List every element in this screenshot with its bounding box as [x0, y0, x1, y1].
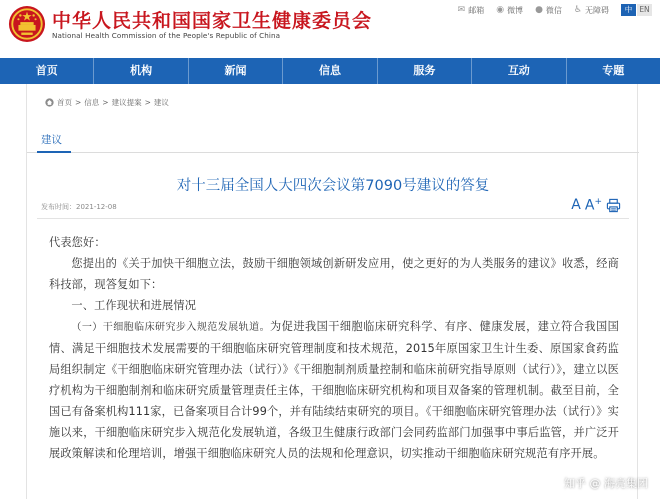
nav-item-home[interactable]: 首页 — [0, 58, 94, 84]
language-switch — [621, 4, 652, 16]
lang-en-button[interactable]: EN — [637, 4, 652, 16]
mail-link[interactable] — [458, 5, 485, 16]
accessibility-label: 无障碍 — [585, 5, 609, 15]
site-header — [0, 0, 660, 58]
section-tab-underline — [37, 151, 71, 153]
breadcrumb-separator: > — [144, 98, 151, 107]
font-size-increase-button[interactable] — [585, 197, 602, 214]
wechat-link[interactable] — [535, 5, 562, 16]
header-links — [458, 4, 652, 16]
accessibility-icon: ♿ — [573, 5, 582, 15]
home-icon — [45, 98, 54, 107]
section-tab[interactable]: 建议 — [41, 134, 62, 146]
nav-item-service[interactable]: 服务 — [378, 58, 472, 84]
weibo-icon: ◉ — [496, 5, 505, 15]
plus-icon: + — [594, 197, 602, 207]
publish-date: 发布时间：2021-12-08 — [41, 203, 117, 211]
nav-item-organization[interactable]: 机构 — [94, 58, 188, 84]
article-body — [49, 232, 619, 464]
wechat-label: 微信 — [545, 5, 562, 15]
breadcrumb-separator: > — [102, 98, 109, 107]
print-icon[interactable] — [606, 198, 621, 213]
section-divider — [27, 152, 639, 153]
salutation: 代表您好： — [49, 236, 106, 249]
lang-zh-button[interactable]: 中 — [621, 4, 636, 16]
source-watermark: 知乎 @ 海亮集团 — [564, 477, 648, 490]
paragraph: 您提出的《关于加快干细胞立法，鼓励干细胞领域创新研发应用，使之更好的为人类服务的建议》收悉，经商科技部，现答复如下： — [49, 257, 619, 291]
site-title: 中华人民共和国国家卫生健康委员会 — [52, 10, 373, 32]
wechat-icon: ● — [535, 5, 543, 15]
accessibility-link[interactable] — [574, 5, 609, 16]
breadcrumb-separator: > — [75, 98, 82, 107]
main-nav — [0, 58, 660, 84]
content-page — [26, 84, 638, 499]
article-title: 对十三届全国人大四次会议第7090号建议的答复 — [176, 178, 490, 194]
breadcrumb-proposals[interactable]: 建议提案 — [111, 98, 142, 107]
nav-item-topics[interactable]: 专题 — [602, 64, 625, 77]
article-tools — [571, 197, 621, 214]
nav-item-news[interactable]: 新闻 — [189, 58, 283, 84]
subsection-heading: （一）干细胞临床研究步入规范发展轨道。 — [71, 322, 271, 333]
breadcrumb-suggestion[interactable]: 建议 — [153, 98, 169, 107]
meta-divider — [37, 218, 629, 219]
paragraph — [49, 316, 619, 464]
nav-item-interaction[interactable]: 互动 — [472, 58, 566, 84]
nav-item-information[interactable]: 信息 — [283, 58, 377, 84]
section-heading: 一、工作现状和进展情况 — [71, 299, 197, 312]
site-subtitle: National Health Commission of the People's Republic of China — [52, 31, 281, 40]
mail-label: 邮箱 — [468, 5, 485, 15]
font-size-decrease-button[interactable]: A — [571, 197, 581, 214]
national-emblem-logo[interactable] — [8, 5, 46, 43]
breadcrumb — [45, 97, 169, 108]
font-increase-label: A — [584, 197, 595, 214]
paragraph-text: 为促进我国干细胞临床研究科学、有序、健康发展，建立符合我国国情、满足干细胞技术发展需要的干细胞临床研究管理制度和技术规范，2015年原国家卫生计生委、原国家食药监局组织制定《干细胞临床研究管理办法（试行）》《干细胞制剂质量控制和临床前研究指导原则（试行）》，建立以医疗机构为干细胞制剂和临床研究质量管理责任主体，干细胞临床研究机构和项目双备案的管理机制。截至目前，全国已有备案机构111家，已备案项目合计99个，并有陆续结束研究的项目。《干细胞临床研究管理办法（试行）》实施以来，干细胞临床研究步入规范化发展轨道，各级卫生健康行政部门会同药监部门加强事中事后监管，并广泛开展政策解读和伦理培训，增强干细胞临床研究人员的法规和伦理意识，切实推动干细胞临床研究规范有序开展。 — [49, 320, 619, 460]
breadcrumb-home[interactable]: 首页 — [57, 98, 72, 107]
weibo-label: 微博 — [507, 5, 524, 15]
weibo-link[interactable] — [496, 5, 523, 16]
mail-icon: ✉ — [457, 5, 466, 15]
breadcrumb-information[interactable]: 信息 — [84, 98, 100, 107]
